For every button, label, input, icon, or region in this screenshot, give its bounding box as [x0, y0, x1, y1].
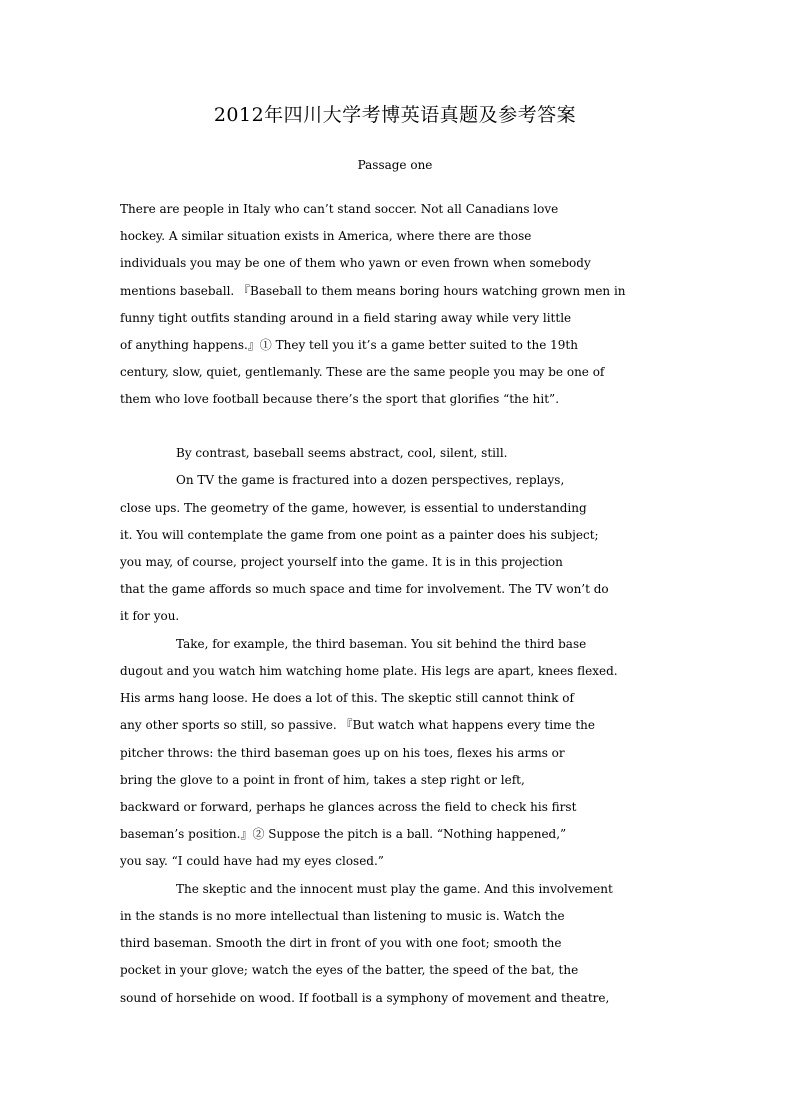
- text-line: The skeptic and the innocent must play the game. And this involvement: [176, 882, 613, 896]
- text-line: Take, for example, the third baseman. You sit behind the third base: [176, 637, 587, 651]
- text-line: His arms hang loose. He does a lot of this. The skeptic still cannot think of: [120, 691, 574, 705]
- text-line: you say. “I could have had my eyes closed.”: [120, 854, 384, 868]
- text-line: funny tight outfits standing around in a field staring away while very little: [120, 311, 572, 325]
- text-line: pitcher throws: the third baseman goes up on his toes, flexes his arms or: [120, 746, 565, 760]
- text-line: On TV the game is fractured into a dozen perspectives, replays,: [176, 473, 565, 487]
- text-line: that the game affords so much space and time for involvement. The TV won’t do: [120, 582, 609, 596]
- text-line: pocket in your glove; watch the eyes of the batter, the speed of the bat, the: [120, 963, 579, 977]
- text-line: backward or forward, perhaps he glances across the field to check his first: [120, 800, 577, 814]
- text-line: bring the glove to a point in front of him, takes a step right or left,: [120, 773, 525, 787]
- document-title: 2012年四川大学考博英语真题及参考答案: [213, 104, 577, 126]
- text-line: any other sports so still, so passive. 『But watch what happens every time the: [120, 718, 595, 732]
- text-line: hockey. A similar situation exists in America, where there are those: [120, 229, 532, 243]
- text-line: By contrast, baseball seems abstract, cool, silent, still.: [176, 446, 508, 460]
- text-line: dugout and you watch him watching home plate. His legs are apart, knees flexed.: [120, 664, 618, 678]
- text-line: of anything happens.』① They tell you it’s a game better suited to the 19th: [120, 338, 578, 352]
- text-line: There are people in Italy who can’t stand soccer. Not all Canadians love: [120, 202, 559, 216]
- text-line: third baseman. Smooth the dirt in front of you with one foot; smooth the: [120, 936, 562, 950]
- text-line: you may, of course, project yourself into the game. It is in this projection: [120, 555, 563, 569]
- text-line: century, slow, quiet, gentlemanly. These are the same people you may be one of: [120, 365, 605, 379]
- text-line: it for you.: [120, 609, 180, 623]
- text-line: sound of horsehide on wood. If football is a symphony of movement and theatre,: [120, 991, 610, 1005]
- text-line: mentions baseball. 『Baseball to them means boring hours watching grown men in: [120, 284, 626, 298]
- text-line: close ups. The geometry of the game, however, is essential to understanding: [120, 501, 587, 515]
- text-line: it. You will contemplate the game from one point as a painter does his subject;: [120, 528, 599, 542]
- text-line: in the stands is no more intellectual than listening to music is. Watch the: [120, 909, 565, 923]
- text-line: them who love football because there’s the sport that glorifies “the hit”.: [120, 392, 560, 406]
- text-line: individuals you may be one of them who yawn or even frown when somebody: [120, 256, 591, 270]
- text-line: baseman’s position.』② Suppose the pitch is a ball. “Nothing happened,”: [120, 827, 567, 841]
- passage-heading: Passage one: [357, 158, 433, 172]
